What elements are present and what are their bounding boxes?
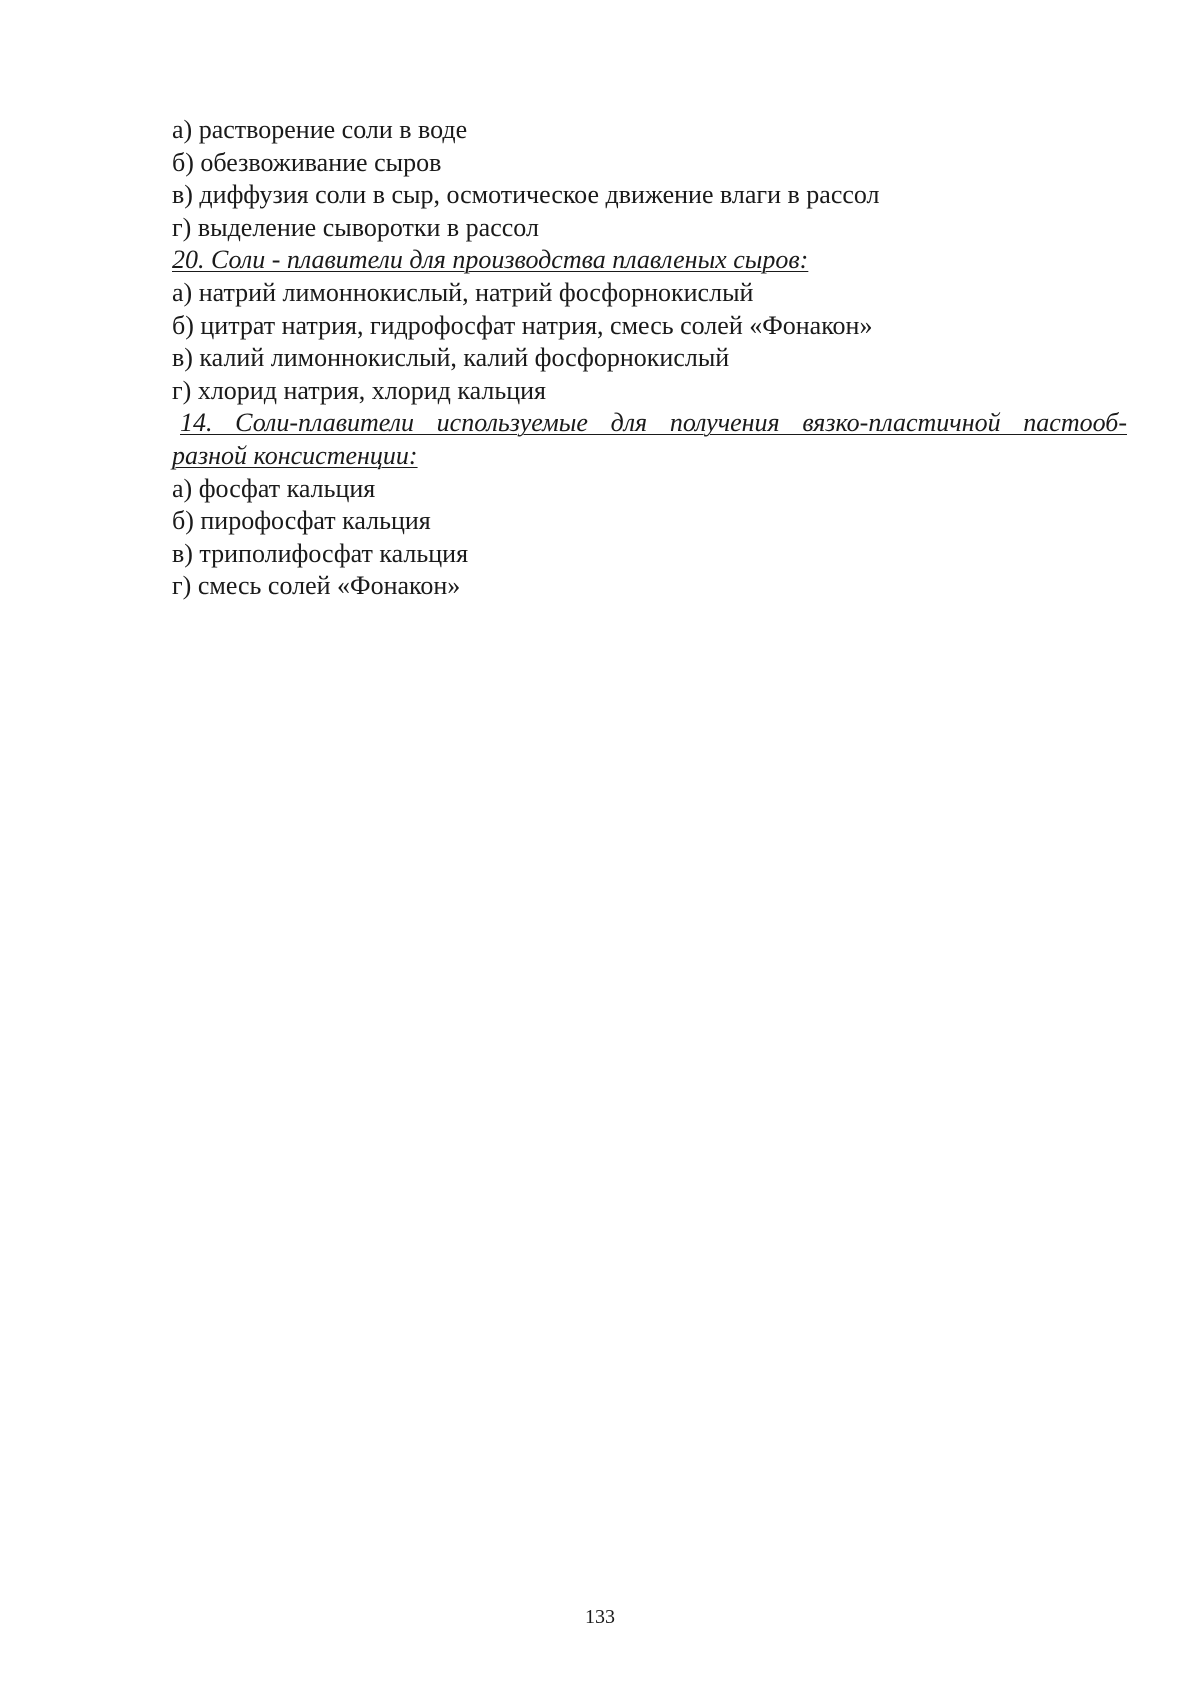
question-14-text-line2: разной консистенции: xyxy=(172,440,418,470)
question-14-block xyxy=(172,407,1127,603)
question-20-text: 20. Соли - плавители для производства плавленых сыров: xyxy=(172,245,809,275)
answer-option-b: б) пирофосфат кальция xyxy=(172,506,431,536)
answer-option-a: а) фосфат кальция xyxy=(172,473,376,503)
answer-option-b: б) обезвоживание сыров xyxy=(172,147,442,177)
answer-option-c: в) триполифосфат кальция xyxy=(172,538,469,568)
answer-option-d: г) выделение сыворотки в рассол xyxy=(172,212,539,242)
answer-option-d: г) хлорид натрия, хлорид кальция xyxy=(172,375,547,405)
page-number: 133 xyxy=(585,1606,615,1628)
answer-option-d: г) смесь солей «Фонакон» xyxy=(172,571,461,601)
answer-option-a: а) растворение соли в воде xyxy=(172,115,468,144)
answer-option-c: в) калий лимоннокислый, калий фосфорнокислый xyxy=(172,343,730,373)
question-14-text-line1: 14. Соли-плавители используемые для получения вязко-пластичной пастооб- xyxy=(180,408,1127,438)
answer-option-c: в) диффузия соли в сыр, осмотическое движение влаги в рассол xyxy=(172,180,880,210)
page-content xyxy=(172,114,1127,603)
question-20-block xyxy=(172,244,1127,407)
answer-block-previous xyxy=(172,114,1127,244)
answer-option-b: б) цитрат натрия, гидрофосфат натрия, смесь солей «Фонакон» xyxy=(172,310,873,340)
answer-option-a: а) натрий лимоннокислый, натрий фосфорнокислый xyxy=(172,277,754,307)
